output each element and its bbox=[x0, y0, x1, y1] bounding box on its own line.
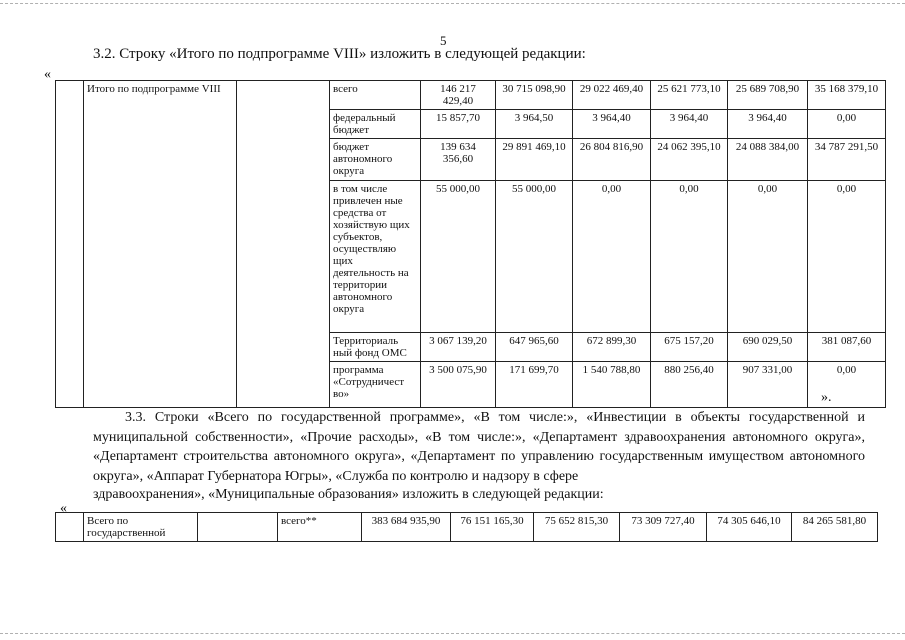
value-cell: 647 965,60 bbox=[496, 333, 573, 362]
value-cell: 75 652 815,30 bbox=[534, 513, 620, 542]
value-cell: 74 305 646,10 bbox=[707, 513, 792, 542]
value-cell: 30 715 098,90 bbox=[496, 81, 573, 110]
value-cell: 3 500 075,90 bbox=[421, 362, 496, 408]
section-3-3-paragraph: 3.3. Строки «Всего по государственной программе», «В том числе:», «Инвестиции в объекты государственной и муниципальной собственности», «Прочие расходы», «В том числе:», «Департамент здравоохранения автономного округа», «Департамент строительства автономного округа», «Департамент по управлению государственным имуществом автономного округа», «Аппарат Губернатора Югры», «Служба по контролю и надзору в сфере bbox=[93, 410, 865, 484]
funding-source: бюджет автономного округа bbox=[330, 139, 421, 181]
value-cell: 675 157,20 bbox=[651, 333, 728, 362]
value-cell: 3 964,40 bbox=[651, 110, 728, 139]
page-number: 5 bbox=[440, 33, 447, 48]
value-cell: 0,00 bbox=[808, 181, 886, 333]
value-cell: 383 684 935,90 bbox=[362, 513, 451, 542]
funding-source: всего** bbox=[278, 513, 362, 542]
funding-source: Территориаль ный фонд ОМС bbox=[330, 333, 421, 362]
value-cell: 3 964,40 bbox=[728, 110, 808, 139]
value-cell: 73 309 727,40 bbox=[620, 513, 707, 542]
value-cell: 25 621 773,10 bbox=[651, 81, 728, 110]
value-cell: 55 000,00 bbox=[421, 181, 496, 333]
value-cell: 171 699,70 bbox=[496, 362, 573, 408]
section-3-2-heading: 3.2. Строку «Итого по подпрограмме VIII» изложить в следующей редакции: bbox=[93, 46, 586, 62]
value-cell: 0,00 bbox=[651, 181, 728, 333]
value-cell: 907 331,00 bbox=[728, 362, 808, 408]
value-cell: 34 787 291,50 bbox=[808, 139, 886, 181]
value-cell: 381 087,60 bbox=[808, 333, 886, 362]
table-row bbox=[56, 513, 878, 542]
value-cell: 139 634 356,60 bbox=[421, 139, 496, 181]
value-cell: 0,00 bbox=[808, 110, 886, 139]
value-cell: 55 000,00 bbox=[496, 181, 573, 333]
value-cell: 84 265 581,80 bbox=[792, 513, 878, 542]
scan-edge-top bbox=[0, 3, 905, 4]
close-quote: ». bbox=[821, 390, 832, 405]
value-cell: 146 217 429,40 bbox=[421, 81, 496, 110]
state-program-total-table bbox=[55, 512, 878, 542]
value-cell: 672 899,30 bbox=[573, 333, 651, 362]
value-cell: 29 891 469,10 bbox=[496, 139, 573, 181]
row-label: Итого по подпрограмме VIII bbox=[84, 81, 237, 408]
value-cell: 3 964,40 bbox=[573, 110, 651, 139]
value-cell: 26 804 816,90 bbox=[573, 139, 651, 181]
open-quote: « bbox=[44, 67, 51, 82]
value-cell: 24 088 384,00 bbox=[728, 139, 808, 181]
scan-edge-bottom bbox=[0, 633, 905, 634]
funding-source: федеральный бюджет bbox=[330, 110, 421, 139]
table-cell bbox=[56, 513, 84, 542]
value-cell: 1 540 788,80 bbox=[573, 362, 651, 408]
funding-source: программа «Сотрудничест во» bbox=[330, 362, 421, 408]
value-cell: 29 022 469,40 bbox=[573, 81, 651, 110]
value-cell: 76 151 165,30 bbox=[451, 513, 534, 542]
row-label: Всего по государственной bbox=[84, 513, 198, 542]
table-cell bbox=[56, 81, 84, 408]
value-cell: 880 256,40 bbox=[651, 362, 728, 408]
value-cell: 0,00 bbox=[573, 181, 651, 333]
table-cell bbox=[237, 81, 330, 408]
value-cell: 0,00 bbox=[728, 181, 808, 333]
open-quote-2: « bbox=[60, 501, 67, 516]
value-cell: 35 168 379,10 bbox=[808, 81, 886, 110]
value-cell: 3 067 139,20 bbox=[421, 333, 496, 362]
value-cell: 0,00 bbox=[808, 362, 886, 408]
value-cell: 3 964,50 bbox=[496, 110, 573, 139]
funding-source: в том числе привлечен ные средства от хозяйствую щих субъектов, осуществляю щих деятельность на территории автономного округа bbox=[330, 181, 421, 333]
table-cell bbox=[198, 513, 278, 542]
subprogram-viii-table bbox=[55, 80, 886, 408]
value-cell: 690 029,50 bbox=[728, 333, 808, 362]
section-3-3-paragraph-end: здравоохранения», «Муниципальные образования» изложить в следующей редакции: bbox=[93, 487, 604, 502]
table-row bbox=[56, 81, 886, 110]
value-cell: 24 062 395,10 bbox=[651, 139, 728, 181]
value-cell: 25 689 708,90 bbox=[728, 81, 808, 110]
value-cell: 15 857,70 bbox=[421, 110, 496, 139]
funding-source: всего bbox=[330, 81, 421, 110]
